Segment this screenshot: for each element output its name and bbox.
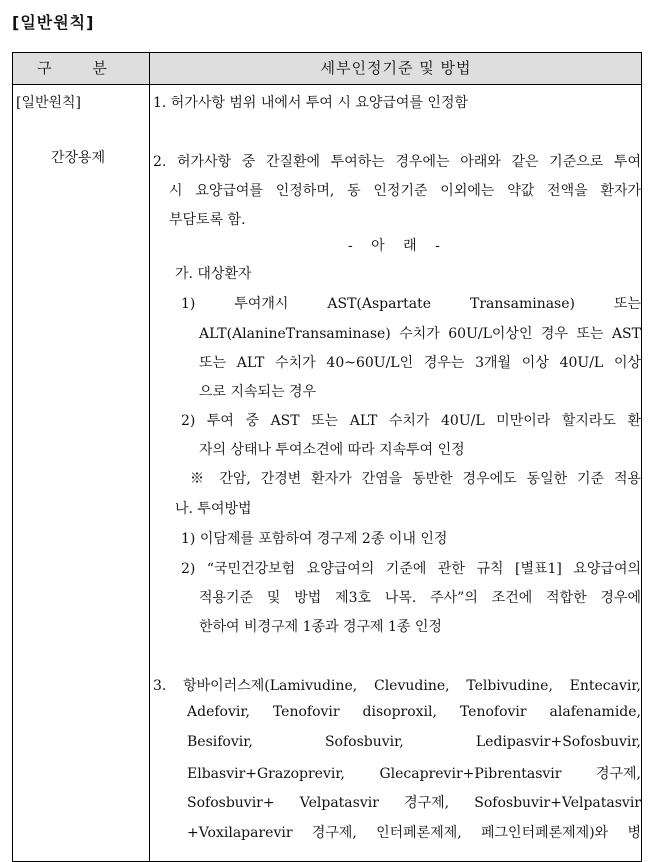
criteria-line-10: 으로 지속되는 경우 — [199, 384, 317, 400]
criteria-line-2: 2. 허가사항 중 간질환에 투여하는 경우에는 아래와 같은 기준으로 투여 — [153, 154, 641, 170]
criteria-line-4: 부담토록 함. — [169, 212, 246, 228]
page-title: [일반원칙] — [12, 13, 95, 32]
criteria-line-19: 3. 항바이러스제(Lamivudine, Clevudine, Telbivudine, Entecavir, — [153, 678, 641, 694]
criteria-line-13: ※ 간암, 간경변 환자가 간염을 동반한 경우에도 동일한 기준 적용 — [190, 471, 641, 487]
criteria-line-24: +Voxilaparevir 경구제, 인터페론제제, 페그인터페론제제)와 병 — [187, 825, 641, 841]
criteria-line-17: 적용기준 및 방법 제3호 나목. 주사”의 조건에 적합한 경우에 — [199, 590, 641, 606]
criteria-line-14: 나. 투여방법 — [175, 501, 252, 517]
criteria-line-18: 한하여 비경구제 1종과 경구제 1종 인정 — [199, 619, 442, 635]
criteria-line-12: 자의 상태나 투여소견에 따라 지속투여 인정 — [199, 442, 465, 458]
column-divider — [149, 53, 150, 861]
criteria-line-15: 1) 이담제를 포함하여 경구제 2종 이내 인정 — [181, 531, 448, 547]
criteria-line-8: ALT(AlanineTransaminase) 수치가 60U/L이상인 경우 또는 AST — [199, 326, 641, 342]
criteria-line-3: 시 요양급여를 인정하며, 동 인정기준 이외에는 약값 전액을 환자가 — [169, 183, 641, 199]
criteria-line-23: Sofosbuvir+ Velpatasvir 경구제, Sofosbuvir+Velpatasvir — [187, 795, 641, 811]
category-main: [일반원칙] — [16, 95, 82, 111]
criteria-line-5: - 아 래 - — [348, 238, 440, 254]
criteria-line-6: 가. 대상환자 — [175, 266, 252, 282]
criteria-line-1: 1. 허가사항 범위 내에서 투여 시 요양급여를 인정함 — [153, 95, 468, 111]
criteria-line-20: Adefovir, Tenofovir disoproxil, Tenofovir alafenamide, — [187, 704, 641, 720]
header-criteria: 세부인정기준 및 방법 — [320, 59, 472, 77]
criteria-line-21: Besifovir, Sofosbuvir, Ledipasvir+Sofosbuvir, — [187, 734, 641, 750]
header-category: 구 분 — [37, 59, 125, 77]
criteria-line-7: 1) 투여개시 AST(Aspartate Transaminase) 또는 — [181, 296, 641, 312]
criteria-line-11: 2) 투여 중 AST 또는 ALT 수치가 40U/L 미만이라 할지라도 환 — [181, 413, 641, 429]
criteria-line-16: 2) “국민건강보험 요양급여의 기준에 관한 규칙 [별표1] 요양급여의 — [181, 561, 641, 577]
criteria-table — [12, 52, 642, 862]
criteria-line-9: 또는 ALT 수치가 40~60U/L인 경우는 3개월 이상 40U/L 이상 — [199, 355, 641, 371]
criteria-line-22: Elbasvir+Grazoprevir, Glecaprevir+Pibrentasvir 경구제, — [187, 766, 641, 782]
category-sub: 간장용제 — [51, 150, 106, 166]
table-header — [13, 53, 641, 85]
